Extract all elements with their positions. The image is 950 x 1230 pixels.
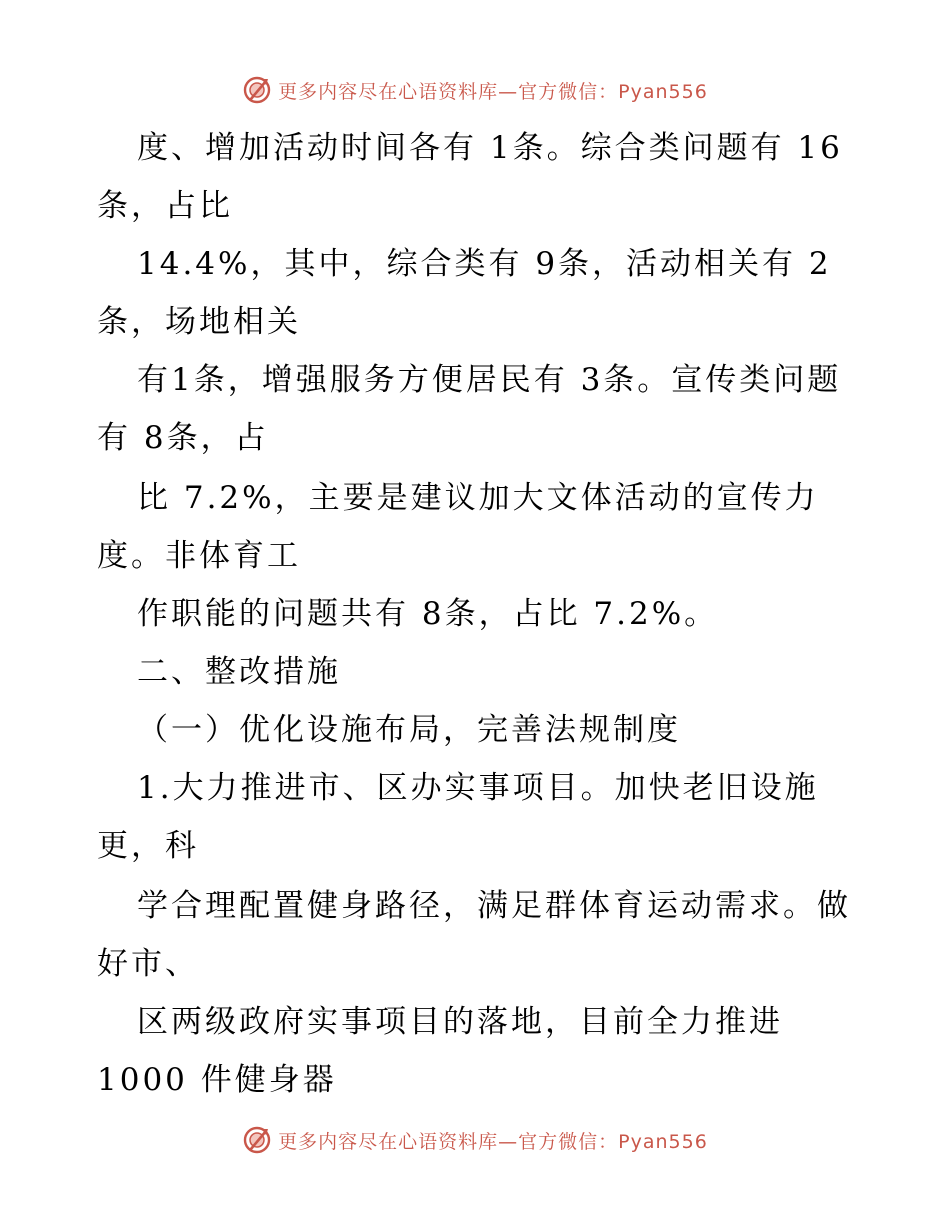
paragraph-line: 比 7.2%，主要是建议加大文体活动的宣传力 <box>137 480 819 516</box>
section-heading: 二、整改措施 <box>137 654 341 690</box>
paragraph-line: 好市、 <box>97 946 199 982</box>
paragraph-line: 1000 件健身器 <box>97 1062 337 1098</box>
paragraph-line: 14.4%，其中，综合类有 9条，活动相关有 2 <box>137 246 832 282</box>
paragraph-line: 1.大力推进市、区办实事项目。加快老旧设施 <box>137 770 819 806</box>
paragraph-line: 区两级政府实事项目的落地，目前全力推进 <box>137 1004 783 1040</box>
subsection-heading: （一）优化设施布局，完善法规制度 <box>137 712 681 748</box>
watermark-text: 更多内容尽在心语资料库—官方微信：Pyan556 <box>278 1130 708 1153</box>
paragraph-line: 学合理配置健身路径，满足群体育运动需求。做 <box>137 888 851 924</box>
paragraph-line: 有 8条，占 <box>97 420 269 456</box>
quill-seal-icon <box>242 1125 272 1155</box>
paragraph-line: 有1条，增强服务方便居民有 3条。宣传类问题 <box>137 362 842 398</box>
paragraph-line: 度。非体育工 <box>97 538 301 574</box>
paragraph-line: 条，占比 <box>97 188 233 224</box>
watermark-text: 更多内容尽在心语资料库—官方微信：Pyan556 <box>278 80 708 103</box>
paragraph-line: 作职能的问题共有 8条，占比 7.2%。 <box>137 596 719 632</box>
paragraph-line: 度、增加活动时间各有 1条。综合类问题有 16 <box>137 130 843 166</box>
footer-watermark-banner <box>0 1120 950 1160</box>
paragraph-line: 条，场地相关 <box>97 304 301 340</box>
paragraph-line: 更，科 <box>97 828 199 864</box>
